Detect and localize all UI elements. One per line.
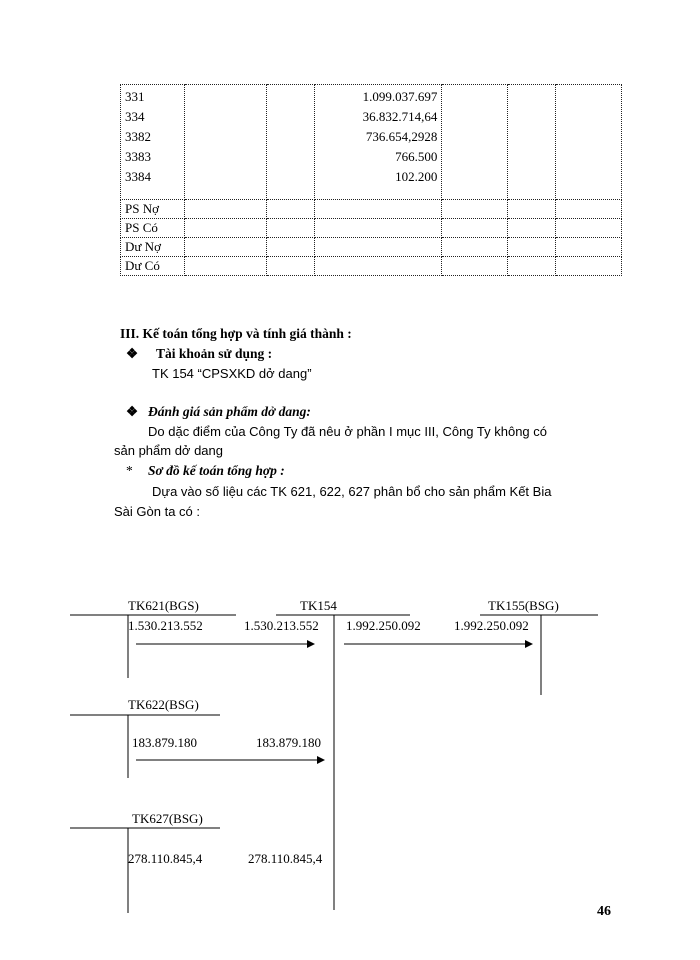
diamond-bullet-icon: ❖ [126, 346, 139, 361]
tk627-credit-amount: 278.110.845,4 [128, 851, 203, 866]
diamond-bullet-icon: ❖ [126, 404, 139, 419]
tk621-credit-amount: 1.530.213.552 [128, 618, 203, 633]
table-row [121, 219, 622, 238]
account-column [121, 85, 185, 200]
summary-label: PS Nợ [121, 200, 185, 219]
bullet-body-wip-line1: Do dặc điểm của Công Ty đã nêu ở phần I mục III, Công Ty không có [148, 424, 548, 439]
tk155-debit-amount: 1.992.250.092 [454, 618, 529, 633]
tk154-debit-622-amount: 183.879.180 [256, 735, 321, 750]
bullet-title-accounts: Tài khoản sử dụng : [156, 346, 273, 361]
page-number: 46 [597, 904, 611, 919]
bullet-body-accounts: TK 154 “CPSXKD dở dang” [152, 366, 312, 381]
tk154-credit-amount: 1.992.250.092 [346, 618, 421, 633]
bullet-title-wip: Đánh giá sản phẩm dở dang: [148, 404, 311, 419]
account-code: 3382 [125, 129, 151, 144]
tk622-title: TK622(BSG) [128, 697, 199, 712]
amount-value: 766.500 [395, 149, 438, 164]
tk154-title: TK154 [300, 598, 337, 613]
amount-value: 36.832.714,64 [362, 109, 438, 124]
table-row [121, 85, 622, 200]
bullet-body-diagram-line2: Sài Gòn ta có : [114, 504, 200, 519]
summary-label: Dư Có [121, 257, 185, 276]
bullet-title-diagram: Sơ đồ kế toán tổng hợp : [148, 463, 285, 478]
table-row [121, 257, 622, 276]
bullet-body-diagram-line1: Dựa vào số liệu các TK 621, 622, 627 phân bổ cho sản phẩm Kết Bia [152, 484, 552, 499]
tk621-title: TK621(BGS) [128, 598, 199, 613]
amount-value: 1.099.037.697 [362, 89, 438, 104]
amount-value: 102.200 [395, 169, 438, 184]
asterisk-bullet-icon: * [126, 463, 133, 478]
summary-label: Dư Nợ [121, 238, 185, 257]
section-heading: III. Kế toán tổng hợp và tính giá thành : [120, 326, 352, 341]
tk627-title: TK627(BSG) [132, 811, 203, 826]
summary-label: PS Có [121, 219, 185, 238]
account-code: 3384 [125, 169, 151, 184]
table-row [121, 238, 622, 257]
account-code: 334 [125, 109, 145, 124]
amount-column [314, 85, 442, 200]
tk154-debit-621-amount: 1.530.213.552 [244, 618, 319, 633]
tk622-credit-amount: 183.879.180 [132, 735, 197, 750]
bullet-body-wip-line2: sản phẩm dở dang [114, 443, 223, 458]
t-account-diagram [0, 590, 700, 920]
account-code: 3383 [125, 149, 151, 164]
table-row [121, 200, 622, 219]
ledger-table [120, 84, 622, 276]
tk155-title: TK155(BSG) [488, 598, 559, 613]
tk154-debit-627-amount: 278.110.845,4 [248, 851, 323, 866]
account-code: 331 [125, 89, 145, 104]
amount-value: 736.654,2928 [365, 129, 438, 144]
